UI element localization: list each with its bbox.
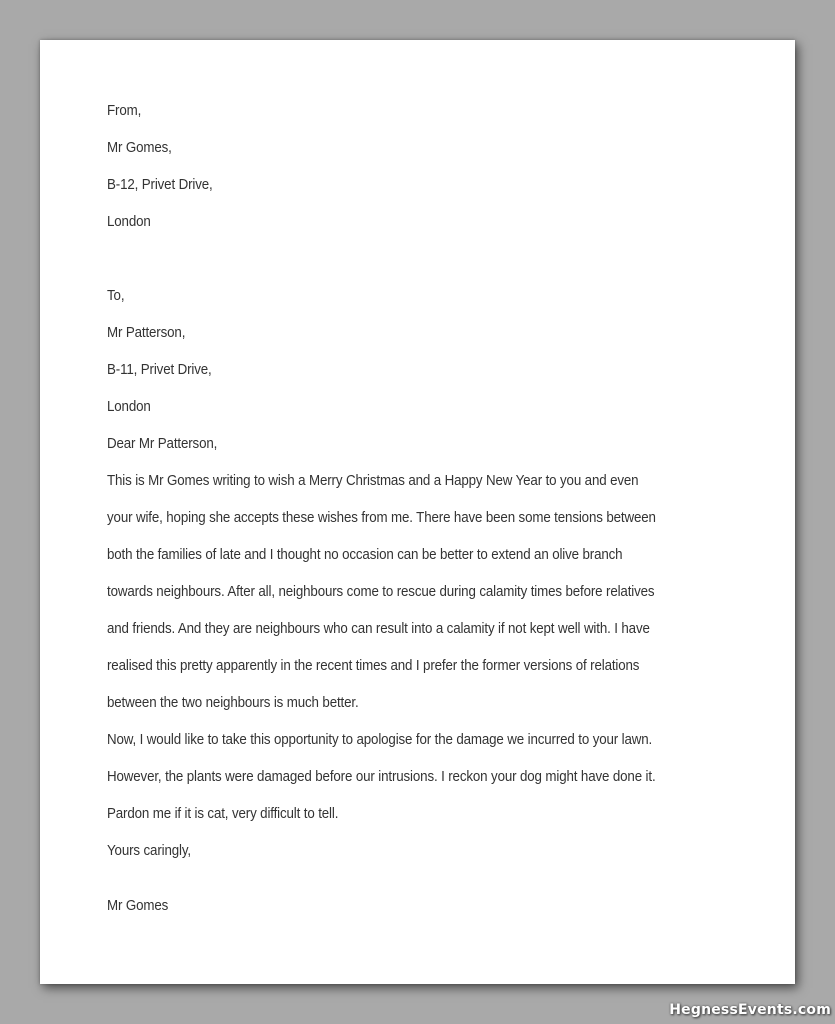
letter-page	[40, 40, 795, 984]
body-line: Pardon me if it is cat, very difficult to tell.	[107, 806, 339, 822]
sender-address: B-12, Privet Drive,	[107, 177, 213, 193]
closing: Yours caringly,	[107, 843, 191, 859]
watermark: HegnessEvents.com	[669, 1002, 831, 1018]
body-line: towards neighbours. After all, neighbours come to rescue during calamity times before relatives	[107, 584, 655, 600]
body-line: between the two neighbours is much better.	[107, 695, 359, 711]
salutation: Dear Mr Patterson,	[107, 436, 218, 452]
signature: Mr Gomes	[107, 898, 169, 914]
body-line: realised this pretty apparently in the recent times and I prefer the former versions of relations	[107, 658, 640, 674]
body-line: and friends. And they are neighbours who can result into a calamity if not kept well with. I have	[107, 621, 650, 637]
recipient-to-label: To,	[107, 288, 125, 304]
body-line: your wife, hoping she accepts these wishes from me. There have been some tensions between	[107, 510, 656, 526]
body-line: However, the plants were damaged before our intrusions. I reckon your dog might have done it.	[107, 769, 656, 785]
recipient-name: Mr Patterson,	[107, 325, 186, 341]
sender-name: Mr Gomes,	[107, 140, 172, 156]
recipient-address: B-11, Privet Drive,	[107, 362, 212, 378]
body-line: Now, I would like to take this opportunity to apologise for the damage we incurred to your lawn.	[107, 732, 653, 748]
body-line: both the families of late and I thought no occasion can be better to extend an olive branch	[107, 547, 623, 563]
sender-from-label: From,	[107, 103, 142, 119]
sender-city: London	[107, 214, 151, 230]
recipient-city: London	[107, 399, 151, 415]
body-line: This is Mr Gomes writing to wish a Merry Christmas and a Happy New Year to you and even	[107, 473, 639, 489]
